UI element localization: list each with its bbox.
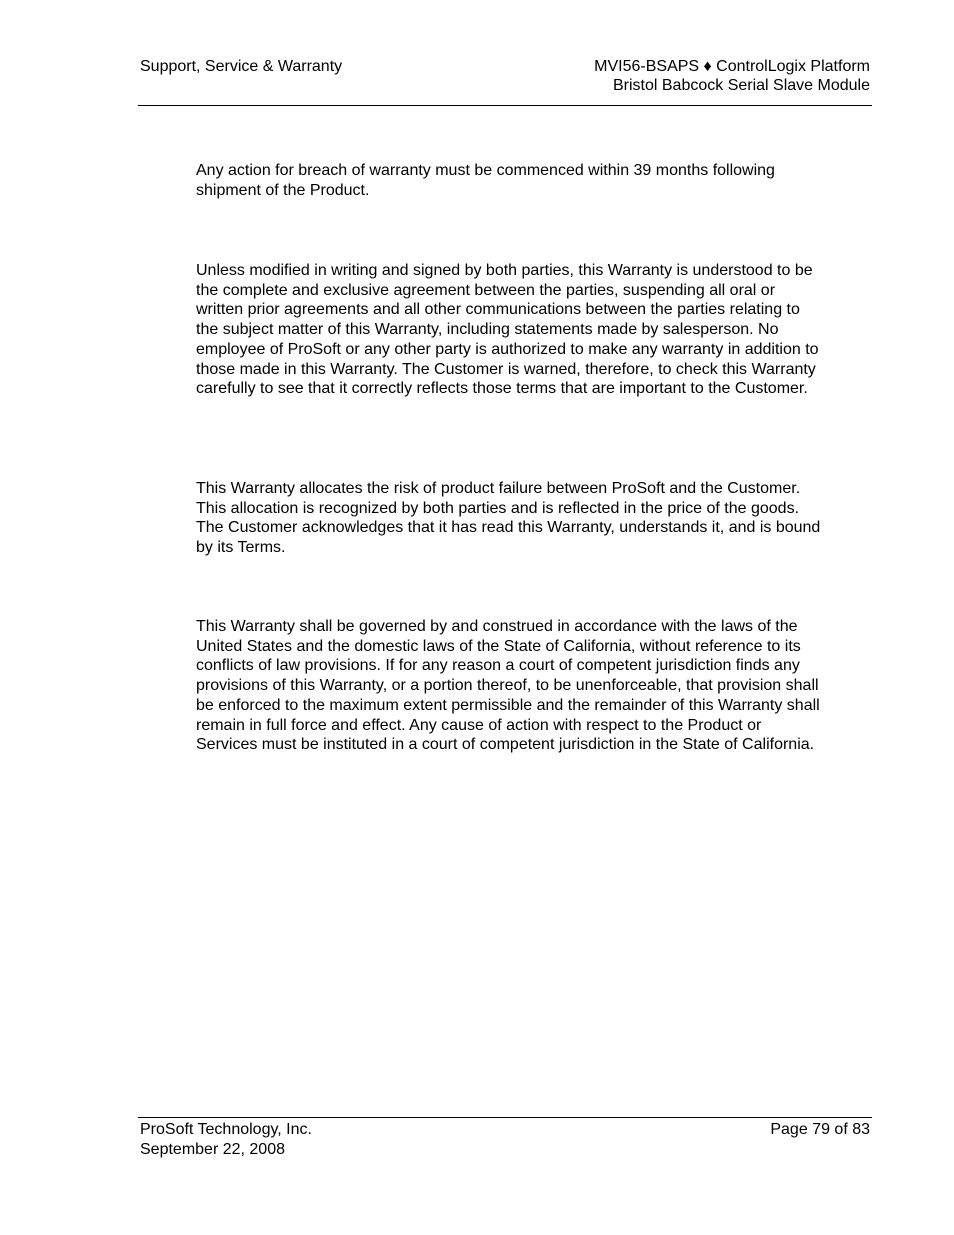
paragraph-text: This Warranty shall be governed by and construed in accordance with the laws of the United States and the domestic laws of the State of California, without reference to its conflicts of law provisions. If for any reason a court of competent jurisdiction finds any provisions of this Warranty, or a portion thereof, to be unenforceable, that provision shall be enforced to the maximum extent permissible and the remainder of this Warranty shall remain in full force and effect. Any cause of action with respect to the Product or Services must be instituted in a court of competent jurisdiction in the State of California. [196, 618, 820, 754]
paragraph-text: This Warranty allocates the risk of product failure between ProSoft and the Customer. This allocation is recognized by both parties and is reflected in the price of the goods. The Customer acknowledges that it has read this Warranty, understands it, and is bound by its Terms. [196, 480, 821, 557]
paragraph-risk-allocation [196, 479, 821, 558]
header-section-title: Support, Service & Warranty [140, 58, 343, 75]
footer-date: September 22, 2008 [140, 1140, 285, 1158]
footer-divider [138, 1117, 872, 1118]
header-divider [138, 105, 872, 106]
header-product-description: Bristol Babcock Serial Slave Module [612, 77, 870, 94]
page-header [140, 57, 870, 105]
paragraph-warranty-claim-period [196, 161, 821, 200]
paragraph-text: Any action for breach of warranty must be commenced within 39 months following shipment of the Product. [196, 162, 775, 199]
footer-company: ProSoft Technology, Inc. [140, 1121, 312, 1138]
paragraph-text: Unless modified in writing and signed by both parties, this Warranty is understood to be the complete and exclusive agreement between the parties, suspending all oral or written prior agreements and all other communications between the parties relating to the subject matter of this Warranty, including statements made by salesperson. No employee of ProSoft or any other party is authorized to make any warranty in addition to those made in this Warranty. The Customer is warned, therefore, to check this Warranty carefully to see that it correctly reflects those terms that are important to the Customer. [196, 262, 819, 398]
paragraph-entire-agreement [196, 261, 821, 399]
footer-publisher [140, 1120, 312, 1159]
header-product-info [594, 57, 870, 95]
page-footer [140, 1120, 870, 1160]
header-product-name: MVI56-BSAPS ♦ ControlLogix Platform [594, 58, 870, 75]
paragraph-governing-law [196, 617, 821, 755]
footer-page-number: Page 79 of 83 [770, 1121, 870, 1138]
